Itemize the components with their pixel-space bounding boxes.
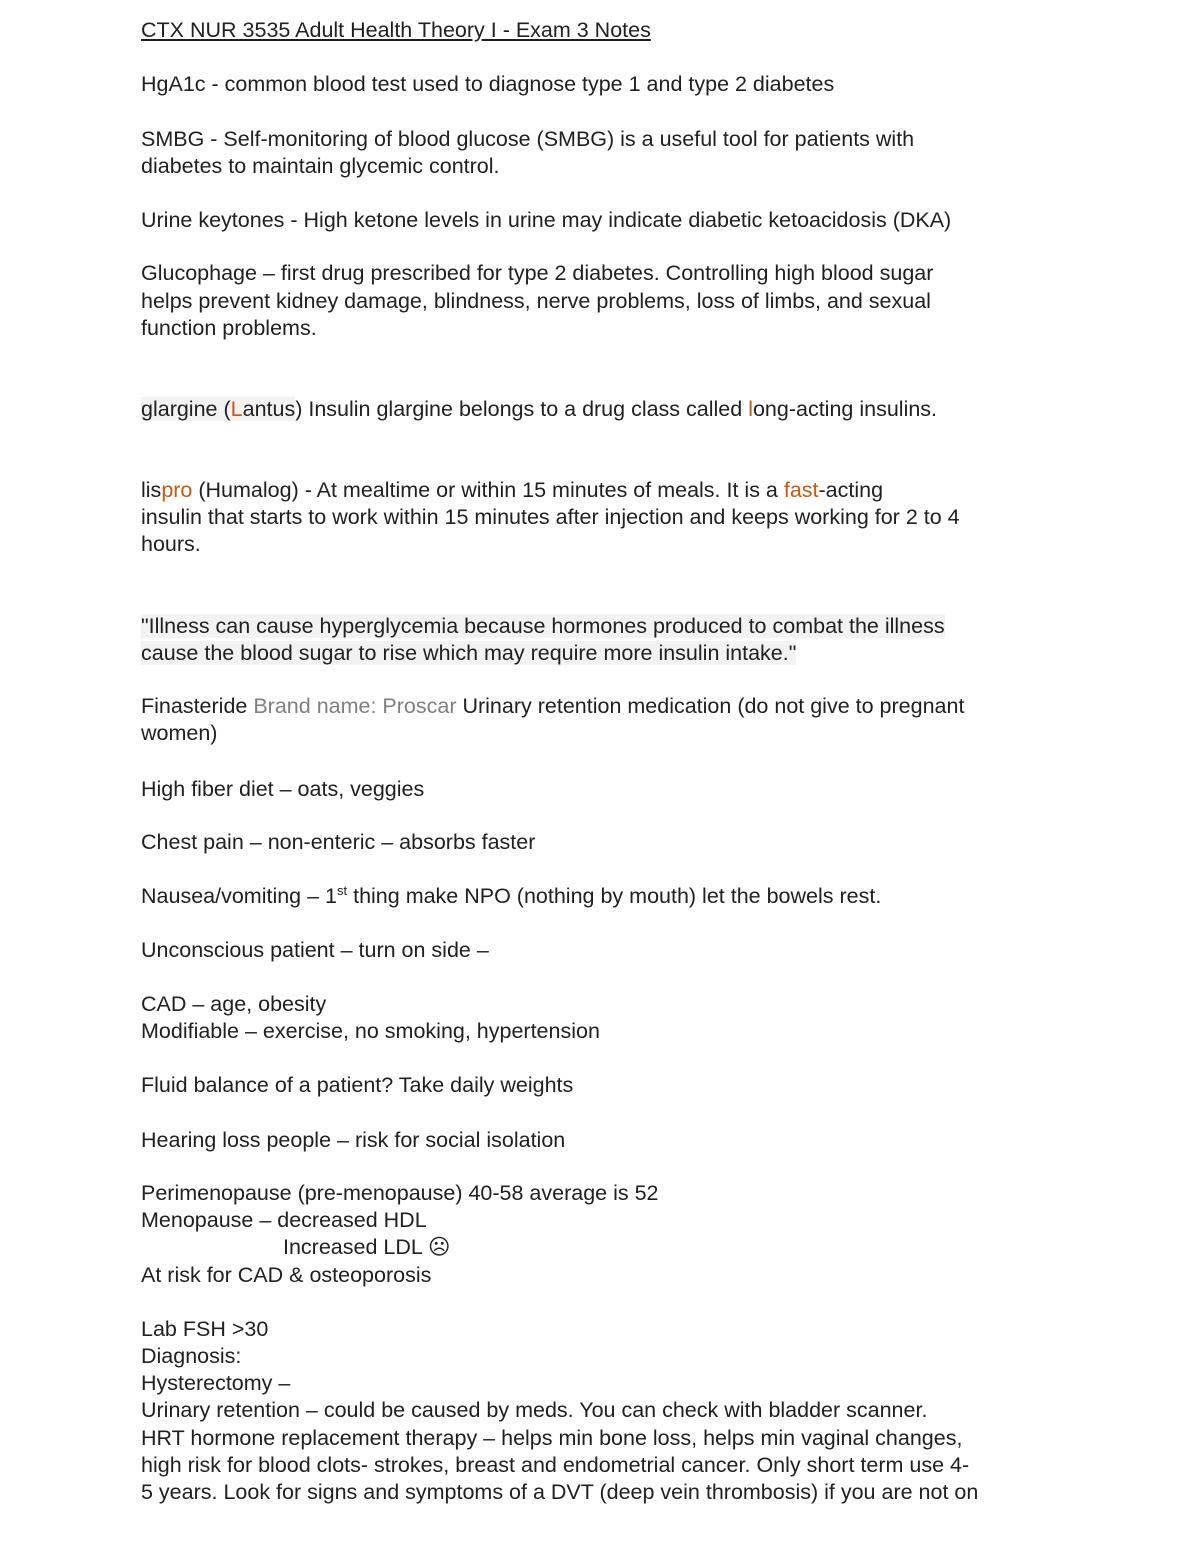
note-illness-line1 bbox=[141, 613, 945, 640]
glargine-description-end: ong-acting insulins. bbox=[752, 397, 938, 421]
nausea-superscript: st bbox=[337, 883, 348, 898]
note-hrt-line2: high risk for blood clots- strokes, breast and endometrial cancer. Only short term use 4- bbox=[141, 1453, 970, 1477]
note-hrt-line3: 5 years. Look for signs and symptoms of a DVT (deep vein thrombosis) if you are not on bbox=[141, 1480, 979, 1504]
note-glucophage-line3: function problems. bbox=[141, 316, 317, 340]
note-smbg-line2: diabetes to maintain glycemic control. bbox=[141, 154, 500, 178]
note-fsh: Lab FSH >30 bbox=[141, 1317, 269, 1341]
finasteride-brand: Brand name: Proscar bbox=[253, 694, 463, 718]
note-glucophage-line2: helps prevent kidney damage, blindness, nerve problems, loss of limbs, and sexual bbox=[141, 289, 931, 313]
note-urinary-retention: Urinary retention – could be caused by meds. You can check with bladder scanner. bbox=[141, 1398, 928, 1422]
note-cad: CAD – age, obesity bbox=[141, 992, 327, 1016]
glargine-brand-rest: antus bbox=[242, 397, 296, 421]
note-smbg-line1: SMBG - Self-monitoring of blood glucose (SMBG) is a useful tool for patients with bbox=[141, 127, 915, 151]
nausea-start: Nausea/vomiting – 1 bbox=[141, 884, 337, 908]
note-hga1c: HgA1c - common blood test used to diagnose type 1 and type 2 diabetes bbox=[141, 72, 835, 96]
note-glucophage-line1: Glucophage – first drug prescribed for type 2 diabetes. Controlling high blood sugar bbox=[141, 261, 934, 285]
document-title: CTX NUR 3535 Adult Health Theory I - Exam 3 Notes bbox=[141, 18, 651, 42]
illness-quote-line2: cause the blood sugar to rise which may require more insulin intake." bbox=[141, 641, 797, 665]
note-hearing-loss: Hearing loss people – risk for social isolation bbox=[141, 1128, 566, 1152]
glargine-term: glargine bbox=[141, 397, 218, 421]
lispro-description: (Humalog) - At mealtime or within 15 minutes of meals. It is a bbox=[192, 478, 784, 502]
note-fluid-balance: Fluid balance of a patient? Take daily weights bbox=[141, 1073, 574, 1097]
note-lispro-line3: hours. bbox=[141, 532, 201, 556]
note-illness-line2 bbox=[141, 640, 796, 667]
note-fiber: High fiber diet – oats, veggies bbox=[141, 777, 425, 801]
note-risk: At risk for CAD & osteoporosis bbox=[141, 1263, 432, 1287]
finasteride-description: Urinary retention medication (do not give to pregnant bbox=[462, 694, 965, 718]
note-lispro-line1 bbox=[141, 477, 883, 504]
illness-quote-line1: "Illness can cause hyperglycemia because hormones produced to combat the illness bbox=[141, 614, 945, 638]
note-perimenopause: Perimenopause (pre-menopause) 40-58 average is 52 bbox=[141, 1181, 659, 1205]
note-increased-ldl: Increased LDL ☹ bbox=[283, 1235, 451, 1259]
lispro-acting: -acting bbox=[818, 478, 884, 502]
glargine-paren: ( bbox=[217, 397, 231, 421]
note-nausea bbox=[141, 883, 881, 910]
note-hysterectomy: Hysterectomy – bbox=[141, 1371, 291, 1395]
finasteride-term: Finasteride bbox=[141, 694, 254, 718]
note-unconscious: Unconscious patient – turn on side – bbox=[141, 938, 489, 962]
note-diagnosis: Diagnosis: bbox=[141, 1344, 242, 1368]
note-chest-pain: Chest pain – non-enteric – absorbs faster bbox=[141, 830, 536, 854]
glargine-highlight-letter: l bbox=[748, 397, 753, 421]
note-hrt-line1: HRT hormone replacement therapy – helps min bone loss, helps min vaginal changes, bbox=[141, 1426, 963, 1450]
glargine-brand-initial: L bbox=[230, 397, 243, 421]
note-modifiable: Modifiable – exercise, no smoking, hypertension bbox=[141, 1019, 600, 1043]
note-lispro-line2: insulin that starts to work within 15 minutes after injection and keeps working for 2 to 4 bbox=[141, 505, 960, 529]
note-urine-ketones: Urine keytones - High ketone levels in urine may indicate diabetic ketoacidosis (DKA) bbox=[141, 208, 952, 232]
glargine-description: ) Insulin glargine belongs to a drug class called bbox=[295, 397, 749, 421]
lispro-term-highlight: pro bbox=[161, 478, 193, 502]
nausea-end: thing make NPO (nothing by mouth) let the bowels rest. bbox=[347, 884, 882, 908]
note-menopause: Menopause – decreased HDL bbox=[141, 1208, 427, 1232]
note-finasteride-line1 bbox=[141, 693, 964, 720]
note-glargine bbox=[141, 396, 937, 423]
note-finasteride-line2: women) bbox=[141, 721, 218, 745]
lispro-term-start: lis bbox=[141, 478, 162, 502]
lispro-fast-highlight: fast bbox=[783, 478, 819, 502]
